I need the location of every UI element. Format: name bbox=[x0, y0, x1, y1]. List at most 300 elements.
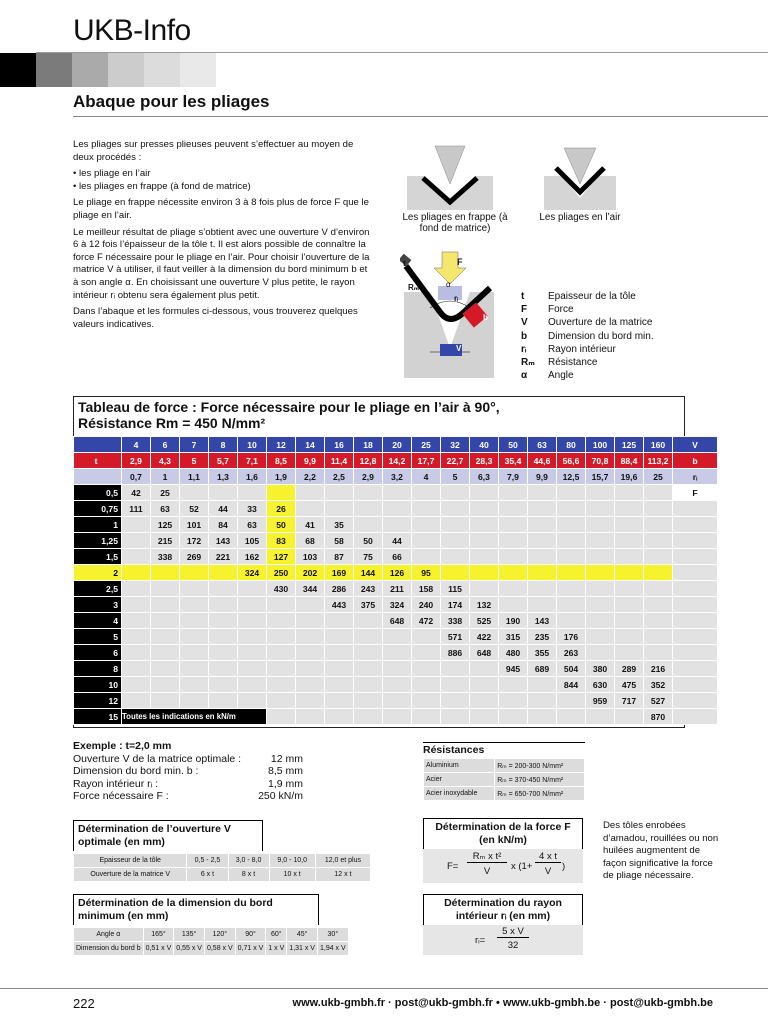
force-arrow-label: F bbox=[457, 257, 463, 267]
force-value-cell bbox=[296, 613, 325, 629]
force-value-cell bbox=[180, 693, 209, 709]
force-value-cell: 26 bbox=[267, 501, 296, 517]
force-value-cell bbox=[528, 581, 557, 597]
force-value-cell bbox=[383, 693, 412, 709]
force-value-cell bbox=[151, 693, 180, 709]
page-number: 222 bbox=[73, 996, 95, 1011]
side-cell: F bbox=[673, 485, 718, 501]
force-value-cell bbox=[151, 597, 180, 613]
force-value-cell bbox=[122, 597, 151, 613]
force-value-cell bbox=[325, 645, 354, 661]
force-value-cell: 111 bbox=[122, 501, 151, 517]
force-value-cell: 375 bbox=[354, 597, 383, 613]
force-value-cell bbox=[180, 645, 209, 661]
table-row bbox=[74, 629, 718, 645]
header-cell: 2,5 bbox=[325, 469, 354, 485]
force-value-cell bbox=[209, 677, 238, 693]
force-value-cell bbox=[644, 517, 673, 533]
resistance-row bbox=[424, 787, 585, 801]
mini-cell: 1,94 x V bbox=[317, 942, 348, 956]
force-value-cell bbox=[528, 597, 557, 613]
header-cell: 4 bbox=[412, 469, 441, 485]
force-value-cell: 143 bbox=[209, 533, 238, 549]
header-cell: 40 bbox=[470, 437, 499, 453]
force-value-cell: 83 bbox=[267, 533, 296, 549]
force-value-cell bbox=[383, 517, 412, 533]
force-value-cell: 158 bbox=[412, 581, 441, 597]
force-value-cell bbox=[441, 533, 470, 549]
header-cell: 0,7 bbox=[122, 469, 151, 485]
force-value-cell: 717 bbox=[615, 693, 644, 709]
force-value-cell: 50 bbox=[354, 533, 383, 549]
page-title: Abaque pour les pliages bbox=[73, 92, 270, 111]
force-value-cell bbox=[267, 661, 296, 677]
force-value-cell: 50 bbox=[267, 517, 296, 533]
table-row bbox=[74, 597, 718, 613]
force-value-cell bbox=[644, 581, 673, 597]
force-value-cell bbox=[267, 677, 296, 693]
header-cell: 2,9 bbox=[354, 469, 383, 485]
force-value-cell bbox=[238, 485, 267, 501]
force-value-cell bbox=[354, 485, 383, 501]
thickness-cell: 1 bbox=[74, 517, 122, 533]
header-cell: 1,1 bbox=[180, 469, 209, 485]
force-value-cell bbox=[528, 693, 557, 709]
mini-cell: Dimension du bord b bbox=[74, 942, 144, 956]
force-value-cell: 66 bbox=[383, 549, 412, 565]
side-label: V bbox=[673, 437, 718, 453]
mini-cell: 30° bbox=[317, 928, 348, 942]
header-cell: 2,9 bbox=[122, 453, 151, 469]
force-value-cell bbox=[586, 533, 615, 549]
header-cell: 11,4 bbox=[325, 453, 354, 469]
legend-symbol: rᵢ bbox=[521, 343, 527, 355]
header-cell: 1 bbox=[151, 469, 180, 485]
force-value-cell: 169 bbox=[325, 565, 354, 581]
header-cell: 14 bbox=[296, 437, 325, 453]
force-value-cell: 289 bbox=[615, 661, 644, 677]
header-cell: 17,7 bbox=[412, 453, 441, 469]
force-value-cell bbox=[296, 629, 325, 645]
header-cell: 63 bbox=[528, 437, 557, 453]
mini-cell: 0,5 - 2,5 bbox=[187, 854, 228, 868]
force-value-cell bbox=[470, 693, 499, 709]
force-value-cell bbox=[238, 597, 267, 613]
header-cell: 32 bbox=[441, 437, 470, 453]
force-value-cell bbox=[557, 517, 586, 533]
mini-cell: 3,0 - 8,0 bbox=[228, 854, 269, 868]
side-cell bbox=[673, 613, 718, 629]
force-value-cell bbox=[441, 517, 470, 533]
force-value-cell bbox=[151, 629, 180, 645]
table-row bbox=[74, 501, 718, 517]
force-value-cell: 525 bbox=[470, 613, 499, 629]
force-value-cell bbox=[412, 533, 441, 549]
force-value-cell bbox=[383, 629, 412, 645]
force-value-cell: 344 bbox=[296, 581, 325, 597]
legend-symbol: α bbox=[521, 370, 528, 382]
side-cell bbox=[673, 645, 718, 661]
force-value-cell bbox=[122, 549, 151, 565]
legend-symbol: t bbox=[521, 291, 525, 302]
force-value-cell bbox=[499, 533, 528, 549]
force-value-cell bbox=[325, 677, 354, 693]
force-value-cell bbox=[470, 709, 499, 725]
force-value-cell bbox=[470, 485, 499, 501]
table-row bbox=[74, 565, 718, 581]
mini-row bbox=[74, 942, 349, 956]
force-value-cell bbox=[441, 709, 470, 725]
force-value-cell: 422 bbox=[470, 629, 499, 645]
force-value-cell bbox=[180, 485, 209, 501]
header-cell: 35,4 bbox=[499, 453, 528, 469]
force-value-cell bbox=[383, 501, 412, 517]
thickness-cell: 4 bbox=[74, 613, 122, 629]
resistance-mat: Acier inoxydable bbox=[424, 787, 495, 801]
bord-box bbox=[73, 894, 363, 956]
mini-cell: 12,0 et plus bbox=[315, 854, 370, 868]
header-cell: 20 bbox=[383, 437, 412, 453]
intro-paragraph: Le meilleur résultat de pliage s’obtient avec une ouverture V d’environ 6 à 12 fois l’épaisseur de la tôle t. Il est alors possible de connaître la force F nécessaire pour le pliage en l’air. Pour choisir l’ouverture de la matrice V à utiliser, il faut veiller à la dimension du bord minimum b et à son angle α. En choisissant une ouverture V plus petite, le rayon intérieur rᵢ obtenu sera également plus petit. bbox=[73, 226, 370, 301]
side-cell bbox=[673, 501, 718, 517]
formula-end: ) bbox=[562, 861, 566, 872]
force-value-cell: 324 bbox=[383, 597, 412, 613]
force-value-cell bbox=[209, 485, 238, 501]
force-table bbox=[73, 436, 718, 725]
force-value-cell bbox=[296, 485, 325, 501]
force-value-cell bbox=[383, 709, 412, 725]
force-value-cell: 25 bbox=[151, 485, 180, 501]
force-value-cell bbox=[325, 485, 354, 501]
legend-text: Rayon intérieur bbox=[548, 343, 616, 355]
intro-paragraph: Le pliage en frappe nécessite environ 3 à 8 fois plus de force F que le pliage en l’air. bbox=[73, 197, 369, 221]
header-cell: 125 bbox=[615, 437, 644, 453]
force-value-cell bbox=[325, 709, 354, 725]
force-value-cell bbox=[644, 501, 673, 517]
force-value-cell: 42 bbox=[122, 485, 151, 501]
side-cell bbox=[673, 661, 718, 677]
table-row bbox=[74, 517, 718, 533]
force-value-cell bbox=[209, 581, 238, 597]
force-value-cell bbox=[238, 661, 267, 677]
force-value-cell: 648 bbox=[383, 613, 412, 629]
force-value-cell bbox=[528, 485, 557, 501]
table-row bbox=[74, 709, 718, 725]
legend-row bbox=[521, 369, 654, 382]
force-value-cell bbox=[499, 581, 528, 597]
example-block bbox=[73, 740, 313, 803]
example-value: 12 mm bbox=[270, 752, 303, 765]
force-value-cell: 380 bbox=[586, 661, 615, 677]
header-cell: 1,3 bbox=[209, 469, 238, 485]
force-value-cell bbox=[499, 565, 528, 581]
force-value-cell bbox=[122, 565, 151, 581]
force-value-cell: 44 bbox=[383, 533, 412, 549]
force-value-cell bbox=[470, 533, 499, 549]
formula-denominator: V bbox=[483, 866, 491, 877]
force-value-cell bbox=[180, 565, 209, 581]
force-value-cell bbox=[586, 597, 615, 613]
table-row bbox=[74, 693, 718, 709]
mini-cell: 10 x t bbox=[269, 868, 315, 882]
force-value-cell: 127 bbox=[267, 549, 296, 565]
force-value-cell bbox=[180, 581, 209, 597]
thickness-label: t bbox=[403, 259, 406, 268]
note-text: Des tôles enrobées d’amadou, rouillées ou non huilées augmentent de façon significative la force de pliage nécessaire. bbox=[603, 820, 719, 882]
force-value-cell: 959 bbox=[586, 693, 615, 709]
legend-text: Epaisseur de la tôle bbox=[548, 291, 636, 302]
force-value-cell bbox=[122, 581, 151, 597]
force-value-cell bbox=[209, 693, 238, 709]
color-swatch bbox=[108, 53, 144, 87]
table-row bbox=[74, 645, 718, 661]
header-cell: 113,2 bbox=[644, 453, 673, 469]
header-cell: 12,5 bbox=[557, 469, 586, 485]
force-value-cell: 87 bbox=[325, 549, 354, 565]
force-value-cell: 430 bbox=[267, 581, 296, 597]
table-row bbox=[74, 581, 718, 597]
force-value-cell: 174 bbox=[441, 597, 470, 613]
header-cell: 8,5 bbox=[267, 453, 296, 469]
force-value-cell bbox=[470, 677, 499, 693]
table-row bbox=[74, 613, 718, 629]
inner-radius-label: rᵢ bbox=[454, 294, 459, 303]
resistance-row bbox=[424, 773, 585, 787]
force-value-cell bbox=[354, 517, 383, 533]
thickness-cell: 1,25 bbox=[74, 533, 122, 549]
force-value-cell bbox=[238, 581, 267, 597]
force-value-cell bbox=[644, 629, 673, 645]
force-value-cell bbox=[354, 629, 383, 645]
force-value-cell: 886 bbox=[441, 645, 470, 661]
force-value-cell: 571 bbox=[441, 629, 470, 645]
force-value-cell bbox=[180, 677, 209, 693]
force-value-cell bbox=[325, 629, 354, 645]
force-table-title-line2: Résistance Rm = 450 N/mm² bbox=[78, 415, 266, 431]
mini-cell: 0,51 x V bbox=[143, 942, 174, 956]
force-value-cell bbox=[470, 661, 499, 677]
table-row bbox=[74, 661, 718, 677]
resistances-table bbox=[423, 758, 585, 801]
force-value-cell bbox=[412, 485, 441, 501]
force-value-cell bbox=[238, 677, 267, 693]
force-value-cell bbox=[615, 533, 644, 549]
force-value-cell bbox=[180, 661, 209, 677]
header-cell: 4,3 bbox=[151, 453, 180, 469]
force-value-cell bbox=[615, 597, 644, 613]
force-value-cell: 355 bbox=[528, 645, 557, 661]
side-cell bbox=[673, 709, 718, 725]
header-cell: 7,1 bbox=[238, 453, 267, 469]
force-value-cell bbox=[615, 709, 644, 725]
force-value-cell bbox=[296, 645, 325, 661]
ouverture-table bbox=[73, 853, 371, 882]
row-label: t bbox=[74, 453, 122, 469]
header-cell: 25 bbox=[412, 437, 441, 453]
force-value-cell bbox=[557, 581, 586, 597]
force-value-cell bbox=[383, 661, 412, 677]
force-value-cell: 68 bbox=[296, 533, 325, 549]
mini-cell: 0,58 x V bbox=[204, 942, 235, 956]
force-value-cell: 243 bbox=[354, 581, 383, 597]
thickness-cell: 0,75 bbox=[74, 501, 122, 517]
thickness-cell: 2 bbox=[74, 565, 122, 581]
header-cell: 8 bbox=[209, 437, 238, 453]
force-value-cell bbox=[557, 549, 586, 565]
legend-text: Angle bbox=[548, 370, 574, 382]
legend-symbol: F bbox=[521, 304, 528, 316]
force-value-cell bbox=[586, 709, 615, 725]
mini-row bbox=[74, 868, 371, 882]
mini-cell: 165° bbox=[143, 928, 174, 942]
header-cell: 28,3 bbox=[470, 453, 499, 469]
color-swatch bbox=[72, 53, 108, 87]
force-value-cell bbox=[354, 645, 383, 661]
force-value-cell bbox=[296, 693, 325, 709]
force-value-cell bbox=[557, 613, 586, 629]
thickness-cell: 12 bbox=[74, 693, 122, 709]
side-cell bbox=[673, 597, 718, 613]
force-value-cell bbox=[499, 517, 528, 533]
force-value-cell bbox=[557, 485, 586, 501]
example-label: Force nécessaire F : bbox=[73, 790, 169, 802]
row-label bbox=[74, 437, 122, 453]
force-value-cell: 689 bbox=[528, 661, 557, 677]
force-value-cell bbox=[470, 549, 499, 565]
mini-cell: Epaisseur de la tôle bbox=[74, 854, 187, 868]
force-value-cell: 870 bbox=[644, 709, 673, 725]
example-row bbox=[73, 778, 313, 791]
force-value-cell bbox=[557, 533, 586, 549]
force-value-cell: 240 bbox=[412, 597, 441, 613]
force-value-cell bbox=[586, 629, 615, 645]
header-cell: 12 bbox=[267, 437, 296, 453]
force-value-cell: 95 bbox=[412, 565, 441, 581]
example-value: 250 kN/m bbox=[258, 790, 303, 802]
legend-row bbox=[521, 290, 654, 303]
force-formula-box bbox=[423, 818, 583, 883]
thickness-cell: 2,5 bbox=[74, 581, 122, 597]
mini-cell: 120° bbox=[204, 928, 235, 942]
thickness-cell: 1,5 bbox=[74, 549, 122, 565]
force-value-cell bbox=[615, 613, 644, 629]
force-value-cell bbox=[180, 597, 209, 613]
force-table-title bbox=[74, 397, 684, 435]
header-cell: 10 bbox=[238, 437, 267, 453]
force-value-cell bbox=[325, 501, 354, 517]
edge-label: b bbox=[483, 313, 488, 322]
force-value-cell: 41 bbox=[296, 517, 325, 533]
force-value-cell bbox=[267, 485, 296, 501]
header-cell: 80 bbox=[557, 437, 586, 453]
mini-cell: Ouverture de la matrice V bbox=[74, 868, 187, 882]
resistance-val: Rₘ = 650-700 N/mm² bbox=[495, 787, 585, 801]
force-value-cell bbox=[267, 629, 296, 645]
force-value-cell bbox=[238, 629, 267, 645]
force-value-cell bbox=[412, 645, 441, 661]
force-value-cell bbox=[499, 485, 528, 501]
mini-cell: 0,71 x V bbox=[235, 942, 266, 956]
header-cell: 160 bbox=[644, 437, 673, 453]
die-opening-row bbox=[74, 437, 718, 453]
force-value-cell bbox=[499, 693, 528, 709]
thickness-cell: 0,5 bbox=[74, 485, 122, 501]
force-value-cell bbox=[180, 613, 209, 629]
force-value-cell bbox=[441, 485, 470, 501]
force-value-cell bbox=[557, 709, 586, 725]
example-title: Exemple : t=2,0 mm bbox=[73, 740, 172, 752]
footer-rule bbox=[0, 988, 768, 989]
side-cell bbox=[673, 549, 718, 565]
force-value-cell: 33 bbox=[238, 501, 267, 517]
header-cell: 4 bbox=[122, 437, 151, 453]
force-value-cell bbox=[412, 693, 441, 709]
force-value-cell: 52 bbox=[180, 501, 209, 517]
force-value-cell bbox=[586, 613, 615, 629]
opening-label: V bbox=[456, 344, 462, 353]
symbol-legend bbox=[521, 290, 654, 382]
force-value-cell bbox=[615, 549, 644, 565]
force-value-cell: 126 bbox=[383, 565, 412, 581]
force-value-cell bbox=[151, 661, 180, 677]
color-swatch bbox=[36, 53, 72, 87]
force-value-cell bbox=[354, 693, 383, 709]
header-cell: 88,4 bbox=[615, 453, 644, 469]
force-value-cell bbox=[296, 709, 325, 725]
resistance-val: Rₘ = 370-450 N/mm² bbox=[495, 773, 585, 787]
force-value-cell bbox=[209, 629, 238, 645]
ouverture-box bbox=[73, 820, 373, 882]
force-value-cell bbox=[267, 645, 296, 661]
legend-row bbox=[521, 343, 654, 356]
force-value-cell bbox=[296, 661, 325, 677]
example-row bbox=[73, 753, 313, 766]
force-value-cell bbox=[354, 709, 383, 725]
force-value-cell bbox=[122, 533, 151, 549]
force-value-cell: 84 bbox=[209, 517, 238, 533]
force-value-cell bbox=[441, 677, 470, 693]
force-value-cell bbox=[586, 517, 615, 533]
force-value-cell: 263 bbox=[557, 645, 586, 661]
bord-table bbox=[73, 927, 349, 956]
rayon-numerator: 5 x V bbox=[497, 926, 529, 938]
intro-paragraph: Dans l’abaque et les formules ci-dessous, vous trouverez quelques valeurs indicatives. bbox=[73, 306, 358, 330]
force-value-cell bbox=[151, 677, 180, 693]
force-value-cell: 125 bbox=[151, 517, 180, 533]
rayon-denominator: 32 bbox=[507, 940, 519, 951]
force-value-cell: 101 bbox=[180, 517, 209, 533]
force-value-cell bbox=[151, 565, 180, 581]
force-value-cell: 215 bbox=[151, 533, 180, 549]
force-value-cell: 105 bbox=[238, 533, 267, 549]
force-value-cell bbox=[615, 629, 644, 645]
force-value-cell bbox=[615, 581, 644, 597]
force-value-cell: 162 bbox=[238, 549, 267, 565]
force-value-cell bbox=[209, 565, 238, 581]
force-value-cell bbox=[296, 677, 325, 693]
force-value-cell: 190 bbox=[499, 613, 528, 629]
force-value-cell bbox=[586, 645, 615, 661]
mini-cell: 90° bbox=[235, 928, 266, 942]
force-value-cell bbox=[209, 597, 238, 613]
force-value-cell: 352 bbox=[644, 677, 673, 693]
force-value-cell bbox=[615, 565, 644, 581]
mini-cell: 6 x t bbox=[187, 868, 228, 882]
header-cell: 3,2 bbox=[383, 469, 412, 485]
force-value-cell: 63 bbox=[238, 517, 267, 533]
force-value-cell bbox=[499, 709, 528, 725]
force-value-cell: 35 bbox=[325, 517, 354, 533]
